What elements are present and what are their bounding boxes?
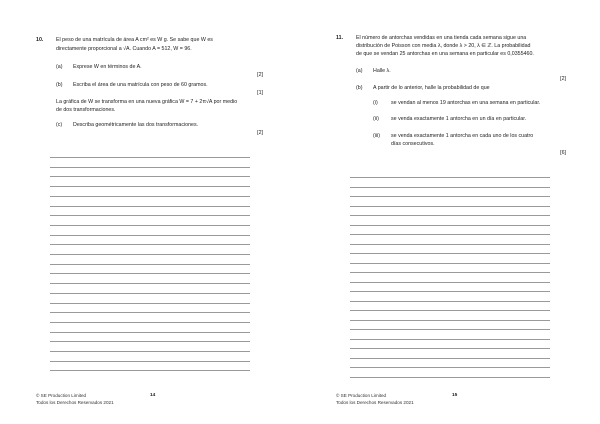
- answer-line: [50, 351, 250, 352]
- copyright-line: © SE Production Limited: [36, 393, 87, 398]
- answer-line: [350, 291, 550, 292]
- marks-label: [2]: [257, 72, 263, 78]
- subpart-text: se vendan al menos 19 antorchas en una semana en particular.: [391, 100, 541, 106]
- question-intro-line: directamente proporcional a √A. Cuando A = 512, W = 96.: [56, 46, 192, 52]
- subpart-text: se venda exactamente 1 antorcha en un día en particular.: [391, 116, 527, 122]
- answer-line: [50, 235, 250, 236]
- answer-line: [50, 186, 250, 187]
- answer-line: [350, 310, 550, 311]
- answer-line: [350, 377, 550, 378]
- part-text: Describa geométricamente las dos transformaciones.: [73, 122, 199, 128]
- answer-line: [50, 303, 250, 304]
- page-number: 14: [150, 393, 156, 398]
- part-label: (a): [356, 68, 363, 74]
- answer-line: [350, 329, 550, 330]
- answer-line: [50, 312, 250, 313]
- answer-line: [350, 177, 550, 178]
- part-label: (b): [56, 82, 63, 88]
- answer-line: [50, 283, 250, 284]
- answer-line: [50, 167, 250, 168]
- answer-line: [350, 215, 550, 216]
- question-intro-line: El peso de una matrícula de área A cm² es W g. Se sabe que W es: [56, 37, 213, 43]
- subpart-label: (ii): [373, 116, 379, 122]
- part-label: (c): [56, 122, 63, 128]
- copyright-line: Todos los Derechos Reservados 2021: [336, 400, 414, 405]
- answer-line: [50, 206, 250, 207]
- answer-line: [50, 361, 250, 362]
- part-text: A partir de lo anterior, halle la probabilidad de que: [373, 85, 490, 91]
- part-label: (a): [56, 64, 63, 70]
- answer-line: [350, 187, 550, 188]
- answer-line: [350, 244, 550, 245]
- marks-label: [2]: [560, 76, 566, 82]
- answer-line: [50, 273, 250, 274]
- subpart-label: (i): [373, 100, 378, 106]
- subpart-text: se venda exactamente 1 antorcha en cada uno de los cuatro: [391, 133, 534, 139]
- answer-line: [50, 157, 250, 158]
- answer-line: [350, 348, 550, 349]
- marks-label: [6]: [560, 150, 566, 156]
- answer-line: [350, 339, 550, 340]
- answer-line: [350, 301, 550, 302]
- answer-line: [50, 254, 250, 255]
- part-text: Halle λ.: [373, 68, 391, 74]
- copyright-line: Todos los Derechos Reservados 2021: [36, 400, 114, 405]
- answer-line: [350, 225, 550, 226]
- answer-line: [50, 196, 250, 197]
- answer-line: [350, 253, 550, 254]
- copyright-line: © SE Production Limited: [336, 393, 387, 398]
- answer-line: [50, 332, 250, 333]
- answer-line: [50, 293, 250, 294]
- transform-text-line: La gráfica de W se transforma en una nueva gráfica W = 7 + 2π√A por medio: [56, 99, 238, 105]
- question-intro-line: El número de antorchas vendidas en una tienda cada semana sigue una: [356, 35, 527, 41]
- right-page: [300, 0, 600, 424]
- answer-line: [350, 234, 550, 235]
- answer-line: [350, 206, 550, 207]
- answer-line: [50, 341, 250, 342]
- answer-line: [350, 196, 550, 197]
- answer-line: [50, 264, 250, 265]
- subpart-text: días consecutivos.: [391, 141, 435, 147]
- marks-label: [1]: [257, 90, 263, 96]
- answer-line: [50, 225, 250, 226]
- subpart-label: (iii): [373, 133, 381, 139]
- transform-text-line: de dos transformaciones.: [56, 107, 116, 113]
- answer-line: [50, 244, 250, 245]
- marks-label: [2]: [257, 130, 263, 136]
- answer-line: [50, 215, 250, 216]
- answer-line: [350, 320, 550, 321]
- answer-line: [350, 282, 550, 283]
- answer-line: [350, 367, 550, 368]
- question-number: 10.: [36, 37, 44, 43]
- answer-line: [50, 176, 250, 177]
- part-text: Exprese W en términos de A.: [73, 64, 142, 70]
- answer-line: [350, 272, 550, 273]
- answer-line: [350, 358, 550, 359]
- answer-line: [50, 322, 250, 323]
- question-intro-line: distribución de Poisson con media λ, donde λ > 20, λ ∈ ℤ. La probabilidad: [356, 43, 531, 49]
- answer-line: [350, 263, 550, 264]
- page-number: 15: [452, 393, 458, 398]
- answer-line: [50, 370, 250, 371]
- question-intro-line: de que se vendan 25 antorchas en una semana en particular es 0,0355460.: [356, 51, 534, 57]
- question-number: 11.: [336, 35, 344, 41]
- part-text: Escriba el área de una matrícula con peso de 60 gramos.: [73, 82, 208, 88]
- part-label: (b): [356, 85, 363, 91]
